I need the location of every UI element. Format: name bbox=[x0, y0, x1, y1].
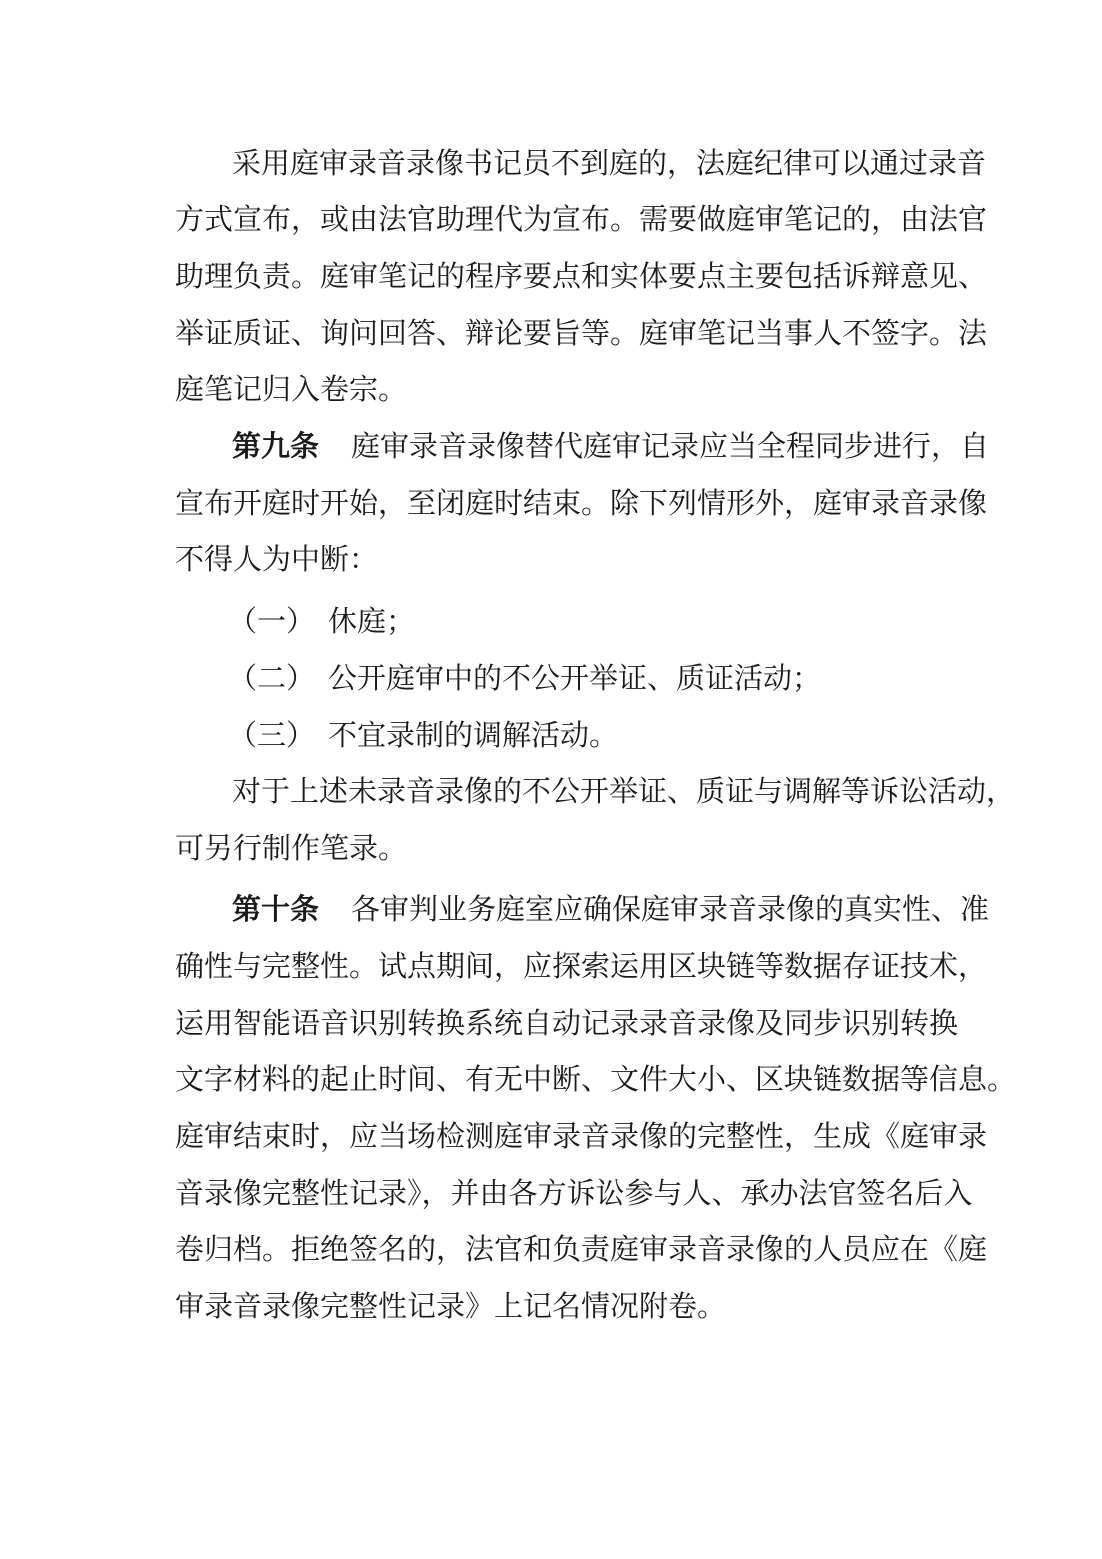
paragraph-line: 采用庭审录音录像书记员不到庭的，法庭纪律可以通过录音 bbox=[232, 146, 987, 180]
paragraph-line: 可另行制作笔录。 bbox=[175, 831, 408, 865]
list-item bbox=[228, 601, 415, 641]
list-item-text: 公开庭审中的不公开举证、质证活动； bbox=[328, 661, 822, 695]
article-9-text: 庭审录音录像替代庭审记录应当全程同步进行，自 bbox=[351, 429, 990, 463]
article-10-label: 第十条 bbox=[232, 892, 320, 926]
list-item-number: （一） bbox=[228, 604, 316, 638]
article-9-first-line bbox=[232, 426, 990, 466]
list-item-text: 休庭； bbox=[328, 604, 416, 638]
list-item bbox=[228, 715, 618, 755]
paragraph-line: 对于上述未录音录像的不公开举证、质证与调解等诉讼活动， bbox=[232, 774, 1016, 808]
article-10-text: 各审判业务庭室应确保庭审录音录像的真实性、准 bbox=[351, 892, 990, 926]
paragraph-line: 举证质证、询问回答、辩论要旨等。庭审笔记当事人不签字。法 bbox=[175, 316, 988, 350]
list-item bbox=[228, 658, 821, 698]
list-item-number: （二） bbox=[228, 661, 316, 695]
paragraph-line: 庭审结束时，应当场检测庭审录音录像的完整性，生成《庭审录 bbox=[175, 1119, 988, 1153]
paragraph-line: 助理负责。庭审笔记的程序要点和实体要点主要包括诉辩意见、 bbox=[175, 259, 988, 293]
paragraph-line: 审录音录像完整性记录》上记名情况附卷。 bbox=[175, 1289, 727, 1323]
paragraph-line: 运用智能语音识别转换系统自动记录录音录像及同步识别转换 bbox=[175, 1006, 959, 1040]
paragraph-line: 庭笔记归入卷宗。 bbox=[175, 372, 408, 406]
paragraph-line: 宣布开庭时开始，至闭庭时结束。除下列情形外，庭审录音录像 bbox=[175, 486, 988, 520]
list-item-number: （三） bbox=[228, 718, 316, 752]
paragraph-line: 方式宣布，或由法官助理代为宣布。需要做庭审笔记的，由法官 bbox=[175, 202, 988, 236]
paragraph-line: 卷归档。拒绝签名的，法官和负责庭审录音录像的人员应在《庭 bbox=[175, 1232, 988, 1266]
paragraph-line: 音录像完整性记录》，并由各方诉讼参与人、承办法官签名后入 bbox=[175, 1176, 973, 1210]
article-10-first-line bbox=[232, 889, 990, 929]
article-9-label: 第九条 bbox=[232, 429, 320, 463]
paragraph-line: 不得人为中断： bbox=[175, 542, 379, 576]
paragraph-line: 确性与完整性。试点期间，应探索运用区块链等数据存证技术， bbox=[175, 949, 988, 983]
list-item-text: 不宜录制的调解活动。 bbox=[328, 718, 619, 752]
paragraph-line: 文字材料的起止时间、有无中断、文件大小、区块链数据等信息。 bbox=[175, 1062, 1017, 1096]
